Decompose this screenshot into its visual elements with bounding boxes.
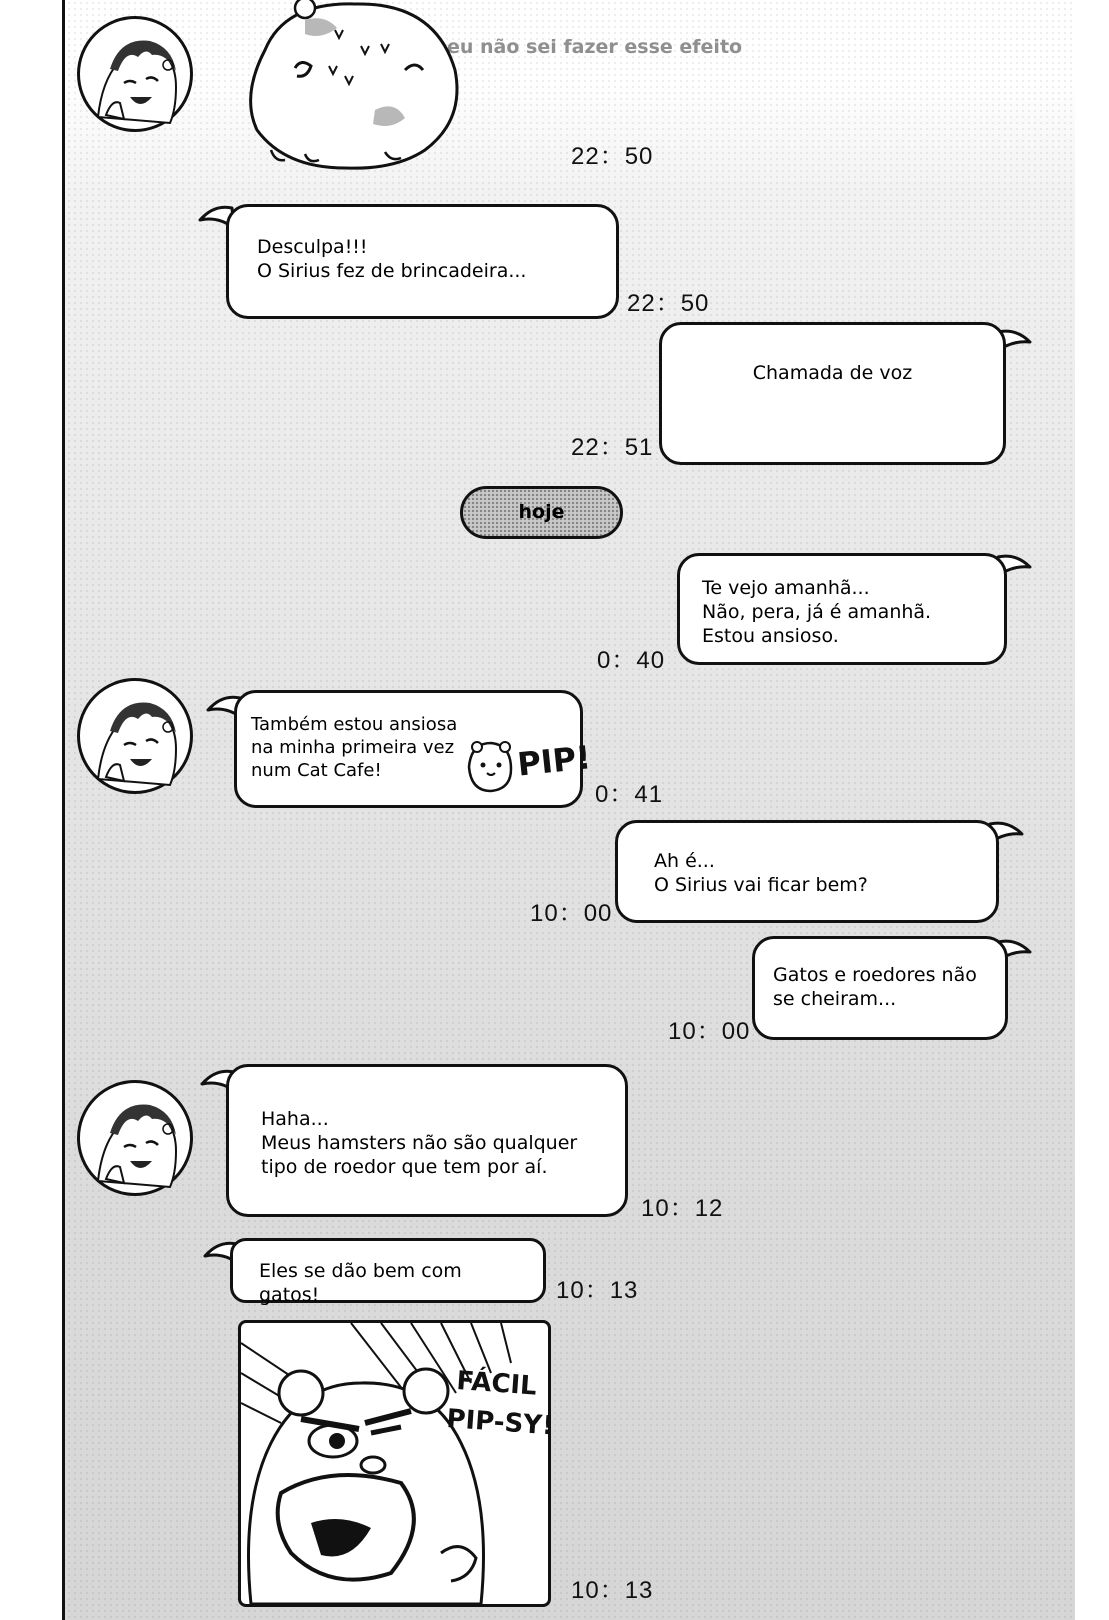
voice-call-label: Chamada de voz	[752, 362, 913, 384]
message-bubble[interactable]	[752, 936, 1008, 1040]
message-time: 22：50	[627, 290, 710, 317]
page-margin-right	[1075, 0, 1109, 1620]
message-text: Te vejo amanhã... Não, pera, já é amanhã. Estou ansioso.	[702, 577, 932, 647]
message-time: 10：00	[668, 1018, 751, 1045]
hamster-drawing	[241, 1323, 555, 1604]
svg-text:PIP!: PIP!	[515, 738, 593, 784]
message-text: Ah é... O Sirius vai ficar bem?	[654, 850, 868, 896]
image-message[interactable]	[238, 1320, 555, 1607]
message-text: Desculpa!!! O Sirius fez de brincadeira...	[257, 236, 527, 282]
message-time: 10：12	[641, 1195, 724, 1222]
date-separator: hoje	[460, 486, 623, 539]
voice-call-bubble[interactable]	[659, 322, 1006, 465]
svg-text:FÁCIL: FÁCIL	[455, 1366, 538, 1402]
message-time: 10：13	[571, 1577, 654, 1604]
message-bubble[interactable]	[226, 204, 619, 319]
message-bubble[interactable]	[230, 1238, 546, 1306]
message-bubble[interactable]	[615, 820, 999, 923]
message-time: 0：40	[597, 647, 666, 674]
message-time: 10：13	[556, 1277, 639, 1304]
hamster-sticker[interactable]	[245, 0, 465, 179]
panel-border	[62, 0, 65, 1620]
message-text: Também estou ansiosa na minha primeira vez num Cat Cafe!	[251, 714, 458, 781]
svg-text:PIP-SY!: PIP-SY!	[445, 1404, 555, 1442]
message-time: 10：00	[530, 900, 613, 927]
page-margin	[0, 0, 62, 1620]
message-bubble[interactable]	[234, 690, 593, 808]
message-bubble[interactable]	[226, 1064, 628, 1217]
hamster-icon	[465, 733, 515, 795]
message-time: 0：41	[595, 781, 664, 808]
message-time: 22：51	[571, 434, 654, 461]
contact-avatar-icon[interactable]	[77, 1080, 193, 1196]
pip-sfx	[515, 733, 593, 784]
translator-note: eu não sei fazer esse efeito	[447, 36, 743, 58]
message-time: 22：50	[571, 143, 654, 170]
message-bubble[interactable]	[677, 553, 1007, 665]
message-text: Gatos e roedores não se cheiram...	[773, 964, 977, 1010]
message-text: Eles se dão bem com gatos!	[259, 1260, 462, 1306]
message-text: Haha... Meus hamsters não são qualquer tipo de roedor que tem por aí.	[261, 1108, 578, 1178]
contact-avatar-icon[interactable]	[77, 678, 193, 794]
contact-avatar-icon[interactable]	[77, 16, 193, 132]
